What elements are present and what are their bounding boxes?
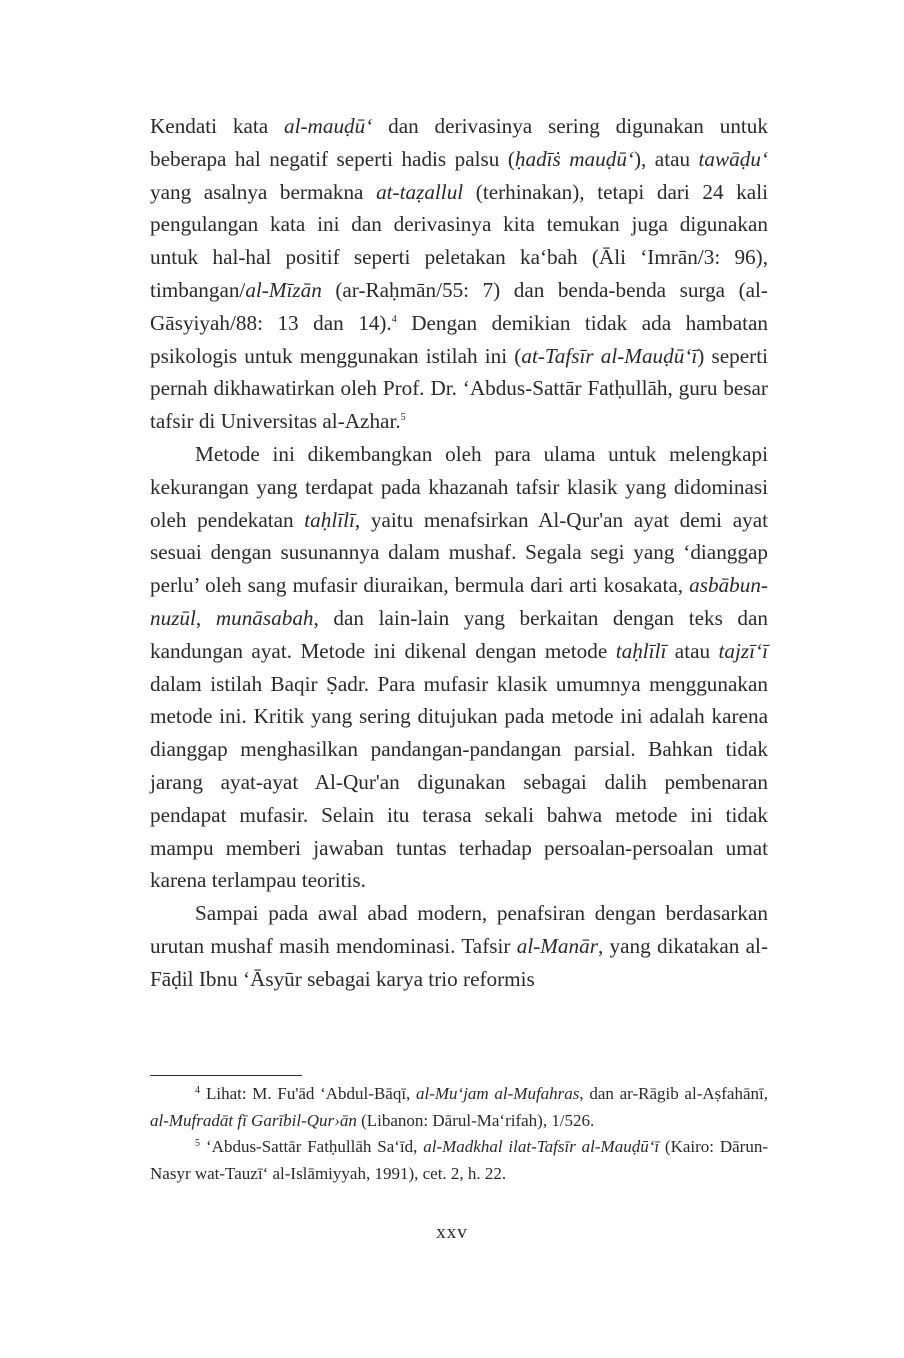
- footnote-ref-5[interactable]: 5: [400, 412, 406, 424]
- italic-term: at-Tafsīr al-Mauḍū‘ī: [521, 343, 698, 368]
- text-run: Dengan demikian tidak ada hambatan psikologis untuk menggunakan istilah ini (: [150, 310, 768, 368]
- footnote-ref-4[interactable]: 4: [391, 313, 397, 325]
- italic-term: at-taẓallul: [376, 179, 464, 204]
- text-run: (ar-Raḥmān/55: 7) dan benda-benda surga (al-Gāsyiyah/88: 13 dan 14).: [150, 277, 768, 335]
- text-run: , dan lain-lain yang berkaitan dengan teks dan kandungan ayat. Metode ini dikenal dengan metode: [150, 605, 769, 663]
- italic-title: al-Madkhal ilat-Tafsīr al-Mauḍū‘ī: [423, 1137, 660, 1156]
- main-text: [150, 110, 768, 996]
- italic-term: taḥlīlī: [615, 638, 667, 663]
- italic-term: al-Mīzān: [245, 277, 322, 302]
- italic-term: ḥadīṡ mauḍū‘: [514, 146, 634, 171]
- text-run: ) seperti pernah dikhawatirkan oleh Prof. Dr. ‘Abdus-Sattār Fatḥullāh, guru besar tafsir di Universitas al-Azhar.: [150, 343, 768, 434]
- text-run: ,: [195, 605, 216, 630]
- italic-term: tajzī‘ī: [718, 638, 768, 663]
- footnote-number: 5: [195, 1138, 200, 1149]
- paragraph-3: [150, 897, 768, 995]
- italic-term: tawāḍu‘: [698, 146, 768, 171]
- text-run: ), atau: [633, 146, 699, 171]
- paragraph-1: [150, 110, 768, 438]
- italic-term: al-mauḍū‘: [284, 114, 373, 138]
- text-run: Sampai pada awal abad modern, penafsiran dengan berdasarkan urutan mushaf masih mendominasi. Tafsir: [150, 901, 768, 958]
- text-run: dan derivasinya sering digunakan untuk beberapa hal negatif seperti hadis palsu (: [150, 114, 768, 171]
- footnote-number: 4: [195, 1085, 200, 1096]
- text-run: ‘Abdus-Sattār Fatḥullāh Sa‘īd,: [206, 1137, 424, 1156]
- italic-term: al-Manār: [516, 933, 598, 958]
- text-run: dalam istilah Baqir Ṣadr. Para mufasir klasik umumnya menggunakan metode ini. Kritik yang sering ditujukan pada metode ini adalah karena dianggap menghasilkan pandangan-pandangan parsial. Bahkan tidak jarang ayat-ayat Al-Qur'an digunakan sebagai dalih pembenaran pendapat mufasir. Selain itu terasa sekali bahwa metode ini tidak mampu memberi jawaban tuntas terhadap persoalan-persoalan umat karena terlampau teoritis.: [150, 671, 768, 893]
- italic-term: taḥlīlī: [304, 507, 355, 532]
- italic-term: munāsabah: [215, 605, 314, 630]
- text-run: (Libanon: Dārul-Ma‘rifah), 1/526.: [356, 1110, 595, 1130]
- text-run: atau: [666, 638, 719, 663]
- text-run: , yaitu menafsirkan Al-Qur'an ayat demi ayat sesuai dengan susunannya dalam mushaf. Segala segi yang ‘dianggap perlu’ oleh sang mufasir diuraikan, bermula dari arti kosakata,: [150, 507, 768, 598]
- italic-title: al-Mufradāt fī Garībil-Qur›ān: [150, 1110, 357, 1130]
- page-number: xxv: [436, 1222, 468, 1243]
- italic-title: al-Mu‘jam al-Mufahras: [416, 1084, 580, 1103]
- italic-term: asbābun-nuzūl: [150, 573, 768, 630]
- text-run: , yang dikatakan al-Fāḍil Ibnu ‘Āsyūr sebagai karya trio reformis: [150, 933, 768, 991]
- footnote-4: [150, 1081, 768, 1134]
- text-run: yang asalnya bermakna: [150, 179, 377, 204]
- text-run: , dan ar-Rāgib al-Aṣfahānī,: [579, 1084, 768, 1103]
- footnote-5: [150, 1134, 768, 1187]
- footnote-divider: [150, 1075, 302, 1076]
- paragraph-2: [150, 438, 768, 897]
- text-run: Metode ini dikembangkan oleh para ulama untuk melengkapi kekurangan yang terdapat pada khazanah tafsir klasik yang didominasi oleh pendekatan: [150, 441, 768, 532]
- text-run: Lihat: M. Fu'ād ‘Abdul-Bāqī,: [206, 1084, 416, 1103]
- text-run: Kendati kata: [150, 114, 285, 138]
- text-run: (terhinakan), tetapi dari 24 kali pengulangan kata ini dan derivasinya kita temukan juga digunakan untuk hal-hal positif seperti peletakan ka‘bah (Āli ‘Imrān/3: 96), timbangan/: [150, 179, 768, 302]
- footnotes: [150, 1081, 768, 1187]
- text-run: (Kairo: Dārun-Nasyr wat-Tauzī‘ al-Islāmiyyah, 1991), cet. 2, h. 22.: [150, 1137, 768, 1183]
